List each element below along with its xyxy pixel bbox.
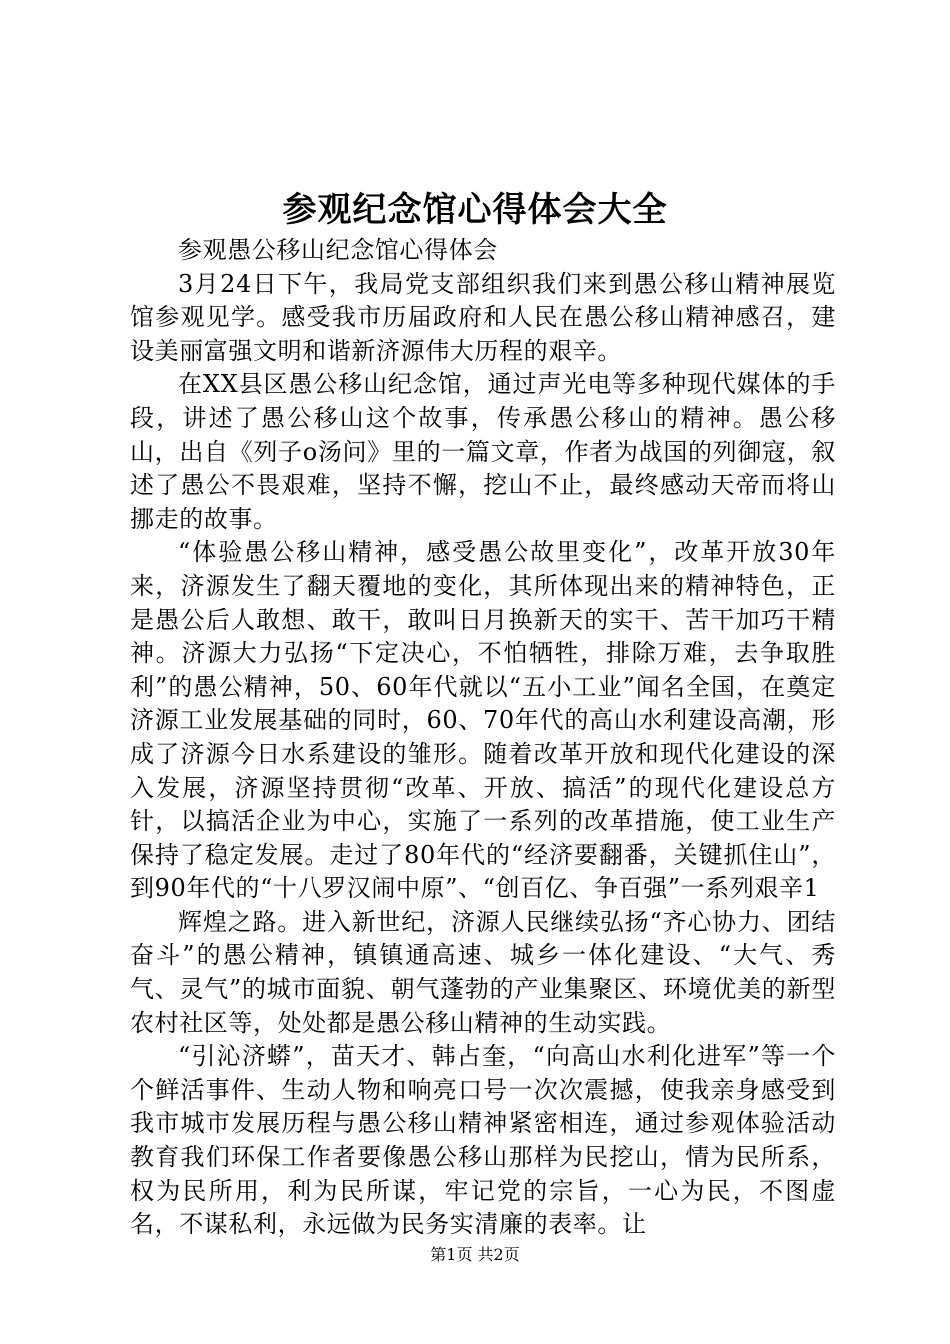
document-title: 参观纪念馆心得体会大全	[282, 190, 668, 230]
document-body	[130, 234, 836, 1242]
paragraph: 3月24日下午，我局党支部组织我们来到愚公移山精神展览馆参观见学。感受我市历届政府和人民在愚公移山精神感召，建设美丽富强文明和谐新济源伟大历程的艰辛。	[130, 269, 836, 365]
paragraph: 辉煌之路。进入新世纪，济源人民继续弘扬“齐心协力、团结奋斗”的愚公精神，镇镇通高速、城乡一体化建设、“大气、秀气、灵气”的城市面貌、朝气蓬勃的产业集聚区、环境优美的新型农村社区等，处处都是愚公移山精神的生动实践。	[130, 907, 836, 1037]
paragraph: “体验愚公移山精神，感受愚公故里变化”，改革开放30年来，济源发生了翻天覆地的变化，其所体现出来的精神特色，正是愚公后人敢想、敢干，敢叫日月换新天的实干、苦干加巧干精神。济源大力弘扬“下定决心，不怕牺牲，排除万难，去争取胜利”的愚公精神，50、60年代就以“五小工业”闻名全国，在奠定济源工业发展基础的同时，60、70年代的高山水利建设高潮，形成了济源今日水系建设的雏形。随着改革开放和现代化建设的深入发展，济源坚持贯彻“改革、开放、搞活”的现代化建设总方针，以搞活企业为中心，实施了一系列的改革措施，使工业生产保持了稳定发展。走过了80年代的“经济要翻番，关键抓住山”，到90年代的“十八罗汉闹中原”、“创百亿、争百强”一系列艰辛1	[130, 538, 836, 903]
paragraph: “引沁济蟒”，苗天才、韩占奎，“向高山水利化进军”等一个个鲜活事件、生动人物和响亮口号一次次震撼，使我亲身感受到我市城市发展历程与愚公移山精神紧密相连，通过参观体验活动教育我们环保工作者要像愚公移山那样为民挖山，情为民所系，权为民所用，利为民所谋，牢记党的宗旨，一心为民，不图虚名，不谋私利，永远做为民务实清廉的表率。让	[130, 1042, 836, 1239]
paragraph-subtitle: 参观愚公移山纪念馆心得体会	[178, 236, 498, 264]
paragraph: 在XX县区愚公移山纪念馆，通过声光电等多种现代媒体的手段，讲述了愚公移山这个故事，传承愚公移山的精神。愚公移山，出自《列子o汤问》里的一篇文章，作者为战国的列御寇，叙述了愚公不畏艰难，坚持不懈，挖山不止，最终感动天帝而将山挪走的故事。	[130, 370, 836, 533]
page-number-footer: 第1页 共2页	[430, 1245, 520, 1264]
